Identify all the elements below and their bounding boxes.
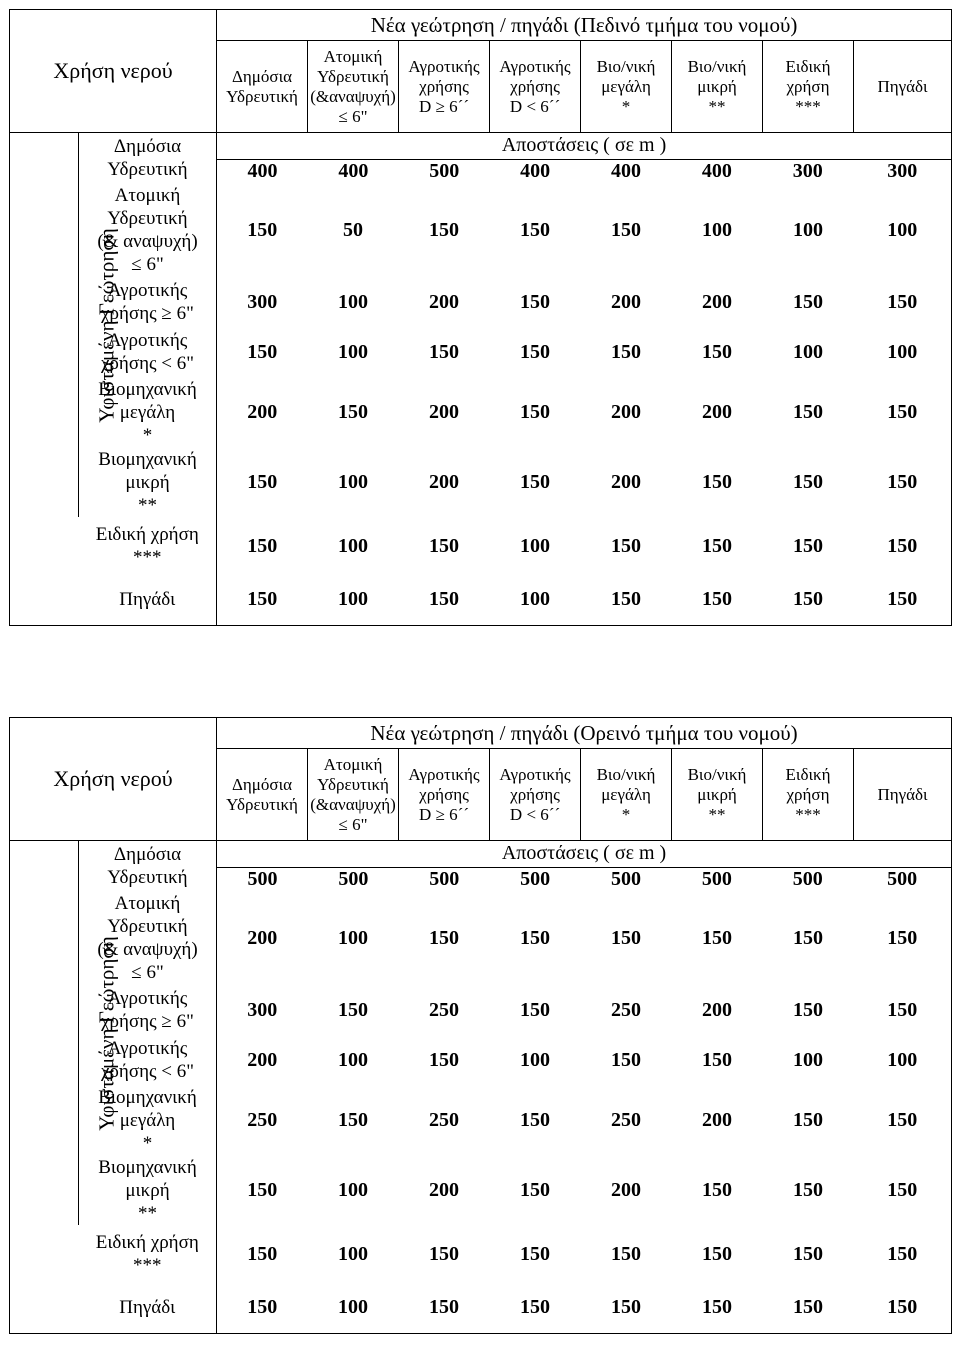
column-header-line: Αγροτικής: [408, 56, 480, 76]
row-label-line: *: [142, 424, 153, 446]
row-group-blank: [10, 1225, 79, 1333]
row-label-line: *: [142, 1132, 153, 1154]
value-cell: 200: [217, 1035, 308, 1085]
value-cell: 250: [429, 1108, 460, 1131]
value-cell: 100: [338, 926, 369, 949]
row-label-line: ***: [133, 1255, 162, 1276]
value-cell: 300: [887, 160, 918, 182]
value-cell: 200: [611, 470, 642, 493]
row-label-line: Ατομική: [114, 185, 181, 206]
row-label: [79, 133, 217, 184]
row-label-line: ***: [133, 547, 162, 568]
value-cell: 150: [702, 340, 733, 363]
value-cell: 150: [399, 575, 490, 625]
table-row: [10, 1035, 952, 1085]
row-label-line: Δημόσια: [113, 136, 182, 157]
value-cell: 200: [702, 1108, 733, 1131]
value-cell: 100: [702, 218, 733, 241]
value-cell: 250: [429, 998, 460, 1021]
value-cell: 100: [793, 1048, 824, 1071]
value-cell: 150: [217, 517, 308, 575]
column-header-line: μεγάλη: [601, 784, 651, 804]
column-header-line: D < 6´´: [509, 96, 561, 116]
value-cell: 150: [338, 400, 369, 423]
value-cell: 150: [793, 534, 824, 557]
value-cell: 150: [217, 183, 308, 277]
row-label-line: Υδρευτική: [107, 867, 188, 888]
row-label-line: (& αναψυχή): [97, 231, 198, 252]
column-header-line: **: [708, 96, 726, 116]
distance-table-lowland: [9, 9, 952, 626]
row-label: [79, 1283, 217, 1333]
value-cell: 100: [490, 575, 581, 625]
value-cell: 200: [429, 400, 460, 423]
column-header: [581, 41, 672, 133]
value-cell: 200: [429, 290, 460, 313]
column-header: [581, 749, 672, 841]
value-cell: 150: [702, 1048, 733, 1071]
value-cell: 50: [343, 218, 364, 241]
row-label-line: Υδρευτική: [107, 159, 188, 180]
column-header: [399, 749, 490, 841]
table-title: Νέα γεώτρηση / πηγάδι (Ορεινό τμήμα του νομού): [217, 718, 952, 749]
value-cell: 150: [672, 575, 763, 625]
value-cell: 500: [429, 868, 460, 890]
row-label-line: (& αναψυχή): [97, 939, 198, 960]
row-group-label: Υφισταμένη Γεώτρηση: [94, 227, 119, 423]
value-cell: 150: [338, 998, 369, 1021]
distance-label: Αποστάσεις ( σε m ): [217, 841, 951, 868]
value-cell: 400: [611, 160, 642, 182]
column-header: [490, 41, 581, 133]
value-cell: 300: [792, 160, 823, 182]
row-label: [79, 1225, 217, 1283]
row-label-line: Βιομηχανική: [98, 1086, 197, 1108]
row-label-line: χρήσης ≥ 6": [101, 303, 194, 324]
row-group-cell: [10, 133, 119, 518]
value-cell: 150: [854, 517, 952, 575]
row-label-line: **: [138, 494, 157, 516]
value-cell: 150: [702, 1178, 733, 1201]
value-cell: 150: [429, 534, 460, 557]
value-cell: 100: [338, 340, 369, 363]
column-header-line: χρήση: [786, 784, 830, 804]
value-cell: 500: [520, 868, 551, 890]
value-cell: 150: [520, 1178, 551, 1201]
row-label-line: Αγροτικής: [107, 1038, 188, 1059]
value-cell: 150: [793, 926, 824, 949]
row-label-line: ≤ 6": [131, 254, 164, 275]
value-cell: 100: [338, 1178, 369, 1201]
value-cell: 150: [611, 1048, 642, 1071]
value-cell: 500: [429, 160, 460, 182]
column-header-line: Δημόσια: [231, 66, 293, 86]
column-header-line: χρήσης: [510, 76, 560, 96]
value-cell: 150: [793, 1178, 824, 1201]
value-cell: 150: [854, 1155, 952, 1225]
table-row: [10, 841, 952, 892]
row-label-line: μεγάλη: [119, 401, 176, 423]
value-cell: 150: [611, 926, 642, 949]
value-cell: 150: [429, 340, 460, 363]
value-cell: 500: [887, 868, 918, 890]
row-label-line: Αγροτικής: [107, 280, 188, 301]
table-title: Νέα γεώτρηση / πηγάδι (Πεδινό τμήμα του νομού): [217, 10, 952, 41]
value-cell: 500: [792, 868, 823, 890]
value-cell: 150: [520, 470, 551, 493]
value-cell: 200: [611, 1178, 642, 1201]
row-label-line: χρήσης ≥ 6": [101, 1011, 194, 1032]
value-cell: 150: [793, 1242, 824, 1265]
value-cell: 150: [581, 1283, 672, 1333]
row-label-line: Δημόσια: [113, 844, 182, 865]
row-label-line: μεγάλη: [119, 1109, 176, 1131]
table-row: [10, 1085, 952, 1155]
column-header-line: Αγροτικής: [408, 764, 480, 784]
row-label-line: **: [138, 1202, 157, 1224]
value-cell: 100: [793, 340, 824, 363]
value-cell: 150: [217, 447, 308, 517]
row-label-line: Βιομηχανική: [98, 1156, 197, 1178]
value-cell: 150: [793, 470, 824, 493]
table-row: [10, 891, 952, 985]
value-cell: 100: [338, 470, 369, 493]
title-row: [10, 718, 952, 749]
value-cell: 500: [247, 868, 278, 890]
column-header: [217, 749, 308, 841]
table-row: [10, 1283, 952, 1333]
value-cell: 150: [672, 1283, 763, 1333]
column-header-line: Βιο/νική: [687, 764, 747, 784]
value-cell: 100: [854, 1035, 952, 1085]
value-cell: 150: [520, 218, 551, 241]
column-header-line: ≤ 6": [338, 814, 368, 834]
column-header-line: Πηγάδι: [877, 784, 928, 804]
row-label-line: Ειδική χρήση: [95, 524, 199, 545]
column-header-line: μεγάλη: [601, 76, 651, 96]
value-cell: 400: [338, 160, 369, 182]
table-row: [10, 517, 952, 575]
value-cell: 500: [610, 868, 641, 890]
value-cell: 150: [520, 1242, 551, 1265]
value-cell: 100: [338, 290, 369, 313]
title-row: [10, 10, 952, 41]
value-cell: 150: [490, 1283, 581, 1333]
column-header-line: Ειδική: [785, 56, 831, 76]
row-label-line: Πηγάδι: [119, 589, 176, 611]
column-header-line: Βιο/νική: [596, 56, 656, 76]
value-cell: 100: [338, 1242, 369, 1265]
value-cell: 150: [429, 218, 460, 241]
value-cell: 150: [763, 1283, 854, 1333]
value-cell: 200: [217, 891, 308, 985]
row-label: [79, 517, 217, 575]
value-cell: 150: [611, 218, 642, 241]
value-cell: 200: [217, 377, 308, 447]
table-row: [10, 575, 952, 625]
column-header-line: Αγροτικής: [499, 56, 571, 76]
value-cell: 200: [429, 470, 460, 493]
value-cell: 150: [854, 985, 952, 1035]
column-header-line: Υδρευτική: [226, 794, 298, 814]
row-label-line: Υδρευτική: [107, 916, 188, 937]
row-label-line: Υδρευτική: [107, 208, 188, 229]
column-header-line: χρήσης: [419, 76, 469, 96]
column-header: [399, 41, 490, 133]
value-cell: 150: [763, 575, 854, 625]
column-header-line: ***: [795, 804, 821, 824]
value-cell: 100: [338, 534, 369, 557]
row-label: [79, 575, 217, 625]
row-label-line: Ατομική: [114, 893, 181, 914]
value-cell: 150: [854, 1085, 952, 1155]
value-cell: 150: [854, 891, 952, 985]
column-header-line: χρήσης: [510, 784, 560, 804]
value-cell: 150: [520, 340, 551, 363]
table-row: [10, 277, 952, 327]
value-cell: 250: [217, 1085, 308, 1155]
distance-table-mountain: [9, 717, 952, 1334]
value-cell: 400: [520, 160, 551, 182]
value-cell: 400: [701, 160, 732, 182]
column-header-line: D ≥ 6´´: [419, 804, 469, 824]
column-header-line: χρήση: [786, 76, 830, 96]
column-header: [308, 41, 399, 133]
value-cell: 150: [520, 400, 551, 423]
value-cell: 150: [702, 926, 733, 949]
column-header-line: *: [621, 804, 631, 824]
value-cell: 200: [702, 290, 733, 313]
row-label-line: Βιομηχανική: [98, 378, 197, 400]
value-cell: 500: [701, 868, 732, 890]
column-header: [672, 41, 763, 133]
value-cell: 150: [611, 1242, 642, 1265]
value-cell: 150: [429, 1242, 460, 1265]
row-label-line: Αγροτικής: [107, 330, 188, 351]
column-header: [854, 749, 952, 841]
row-group-blank: [10, 517, 79, 625]
table-row: [10, 327, 952, 377]
table-row: [10, 1155, 952, 1225]
column-header-line: Ειδική: [785, 764, 831, 784]
row-group-cell: [10, 841, 119, 1226]
row-label: [79, 447, 217, 517]
row-label-line: μικρή: [125, 1179, 170, 1201]
value-block: [217, 841, 952, 892]
value-cell: 200: [702, 400, 733, 423]
value-cell: 100: [854, 183, 952, 277]
column-header-line: χρήσης: [419, 784, 469, 804]
value-cell: 150: [338, 1108, 369, 1131]
value-cell: 200: [702, 998, 733, 1021]
column-header-line: μικρή: [697, 76, 737, 96]
value-cell: 150: [611, 534, 642, 557]
column-header-line: Υδρευτική: [317, 66, 389, 86]
column-header: [763, 41, 854, 133]
column-header-line: D < 6´´: [509, 804, 561, 824]
column-header-line: Αγροτικής: [499, 764, 571, 784]
value-cell: 500: [338, 868, 369, 890]
value-cell: 150: [854, 277, 952, 327]
column-header-line: **: [708, 804, 726, 824]
value-cell: 150: [854, 377, 952, 447]
corner-label: Χρήση νερού: [10, 718, 217, 841]
table-row: [10, 1225, 952, 1283]
value-cell: 100: [520, 1048, 551, 1071]
column-header: [217, 41, 308, 133]
value-cell: 150: [854, 575, 952, 625]
value-cell: 150: [217, 575, 308, 625]
value-cell: 150: [702, 470, 733, 493]
row-label-line: χρήσης < 6": [100, 353, 195, 374]
column-header-line: Βιο/νική: [596, 764, 656, 784]
value-cell: 150: [793, 1108, 824, 1131]
value-cell: 300: [217, 985, 308, 1035]
value-cell: 150: [854, 1283, 952, 1333]
value-cell: 150: [520, 926, 551, 949]
value-cell: 150: [520, 290, 551, 313]
table-row: [10, 377, 952, 447]
column-header: [490, 749, 581, 841]
value-cell: 150: [793, 998, 824, 1021]
value-cell: 150: [854, 447, 952, 517]
column-header-line: ≤ 6": [338, 106, 368, 126]
table-row: [10, 447, 952, 517]
column-header-line: *: [621, 96, 631, 116]
row-label-line: Αγροτικής: [107, 988, 188, 1009]
value-cell: 300: [217, 277, 308, 327]
column-header-line: Πηγάδι: [877, 76, 928, 96]
value-cell: 200: [611, 290, 642, 313]
column-header: [672, 749, 763, 841]
value-cell: 150: [399, 1283, 490, 1333]
value-cell: 150: [217, 1225, 308, 1283]
value-block: [217, 133, 952, 184]
value-cell: 150: [702, 1242, 733, 1265]
value-cell: 250: [611, 998, 642, 1021]
column-header: [308, 749, 399, 841]
column-header-line: (&αναψυχή): [310, 86, 396, 106]
value-cell: 100: [854, 327, 952, 377]
value-cell: 150: [611, 340, 642, 363]
value-cell: 150: [520, 998, 551, 1021]
column-header-line: Υδρευτική: [317, 774, 389, 794]
column-header-line: μικρή: [697, 784, 737, 804]
column-header: [854, 41, 952, 133]
value-cell: 100: [338, 1048, 369, 1071]
value-cell: 150: [854, 1225, 952, 1283]
value-cell: 100: [520, 534, 551, 557]
value-cell: 150: [793, 290, 824, 313]
column-header-line: Ατομική: [323, 46, 383, 66]
value-cell: 150: [217, 1283, 308, 1333]
row-group-label: Υφισταμένη Γεώτρηση: [94, 935, 119, 1131]
value-cell: 150: [429, 926, 460, 949]
value-cell: 150: [520, 1108, 551, 1131]
row-label: [79, 1155, 217, 1225]
value-cell: 100: [793, 218, 824, 241]
value-cell: 150: [217, 327, 308, 377]
column-header-line: (&αναψυχή): [310, 794, 396, 814]
row-label-line: Ειδική χρήση: [95, 1232, 199, 1253]
column-header-line: Ατομική: [323, 754, 383, 774]
value-cell: 200: [611, 400, 642, 423]
value-cell: 150: [429, 1048, 460, 1071]
row-label-line: Πηγάδι: [119, 1297, 176, 1319]
column-header-line: Δημόσια: [231, 774, 293, 794]
value-cell: 150: [702, 534, 733, 557]
table-row: [10, 183, 952, 277]
row-label-line: Βιομηχανική: [98, 448, 197, 470]
distance-label: Αποστάσεις ( σε m ): [217, 133, 951, 160]
value-cell: 400: [247, 160, 278, 182]
row-label-line: μικρή: [125, 471, 170, 493]
value-cell: 150: [793, 400, 824, 423]
column-header-line: ***: [795, 96, 821, 116]
table-row: [10, 133, 952, 184]
value-cell: 250: [611, 1108, 642, 1131]
corner-label: Χρήση νερού: [10, 10, 217, 133]
row-label-line: χρήσης < 6": [100, 1061, 195, 1082]
column-header-line: D ≥ 6´´: [419, 96, 469, 116]
value-cell: 200: [429, 1178, 460, 1201]
column-header-line: Βιο/νική: [687, 56, 747, 76]
table-row: [10, 985, 952, 1035]
value-cell: 150: [581, 575, 672, 625]
value-cell: 150: [217, 1155, 308, 1225]
row-label-line: ≤ 6": [131, 962, 164, 983]
value-cell: 100: [308, 575, 399, 625]
column-header-line: Υδρευτική: [226, 86, 298, 106]
column-header: [763, 749, 854, 841]
row-label: [79, 841, 217, 892]
value-cell: 100: [308, 1283, 399, 1333]
